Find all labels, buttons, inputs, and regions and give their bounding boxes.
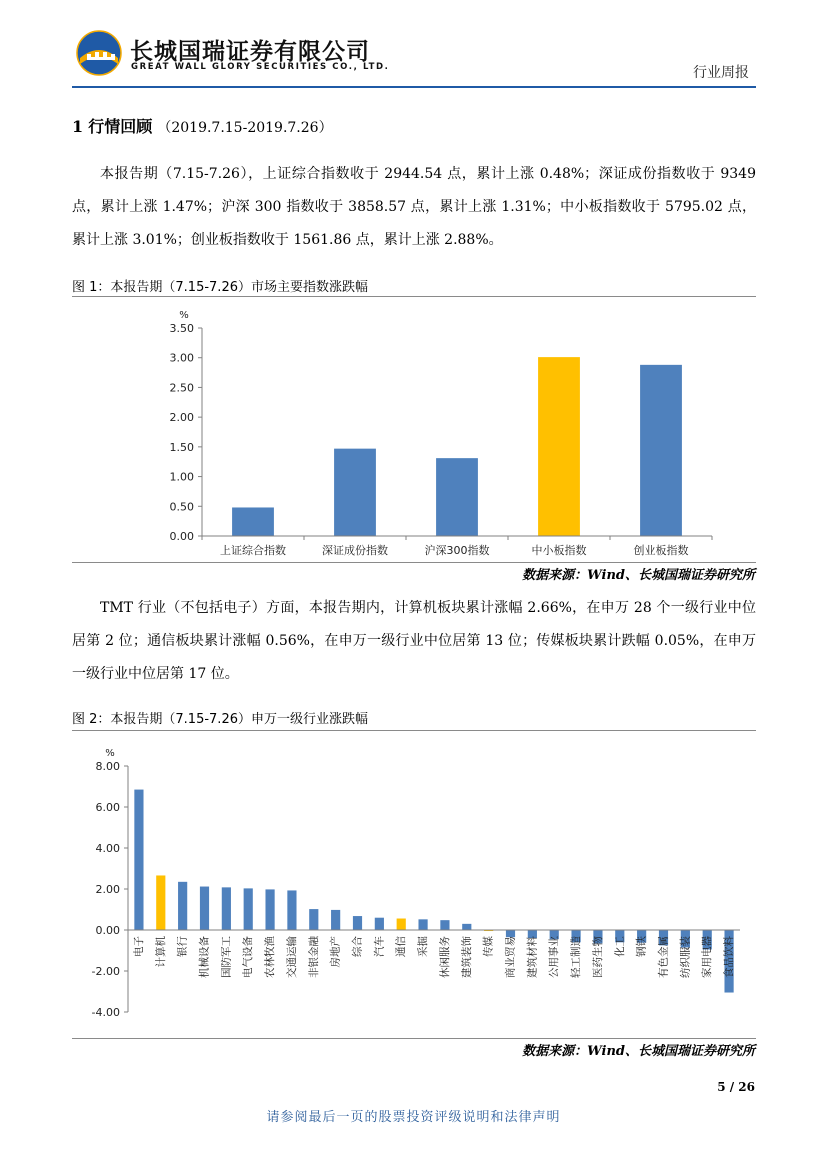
x-category-label: 银行 <box>176 936 189 957</box>
header-divider <box>72 86 756 88</box>
x-category-label: 综合 <box>351 936 364 957</box>
x-category-label: 交通运输 <box>285 936 298 978</box>
bar <box>397 919 406 930</box>
y-axis-unit-label: % <box>105 748 115 759</box>
paragraph-text: TMT 行业（不包括电子）方面，本报告期内，计算机板块累计涨幅 2.66%，在申万 28 个一级行业中位居第 2 位；通信板块累计涨幅 0.56%，在申万一级行业中位居第 13 位；传媒板块累计跌幅 0.05%，在申万一级行业中位居第 17 位。 <box>72 600 756 682</box>
figure-2-bottom-rule <box>72 1038 756 1039</box>
x-category-label: 采掘 <box>417 936 430 957</box>
x-category-label: 休闲服务 <box>438 936 451 978</box>
y-tick-label: 0.50 <box>169 500 194 514</box>
x-category-label: 有色金属 <box>657 936 670 978</box>
y-tick-label: 2.00 <box>95 883 120 896</box>
x-category-label: 传媒 <box>482 936 495 957</box>
x-category-label: 化工 <box>613 936 626 957</box>
x-category-label: 电气设备 <box>242 936 255 978</box>
y-tick-label: 1.00 <box>169 470 194 484</box>
y-tick-label: -4.00 <box>91 1006 120 1019</box>
figure-2-top-rule <box>72 730 756 731</box>
bar <box>375 918 384 930</box>
x-category-label: 建筑材料 <box>526 936 539 978</box>
bar <box>538 357 580 536</box>
x-category-label: 上证综合指数 <box>220 544 286 557</box>
bar <box>640 365 682 536</box>
x-category-label: 深证成份指数 <box>322 544 388 557</box>
x-category-label: 机械设备 <box>198 936 211 978</box>
page-number: 5 / 26 <box>717 1080 755 1094</box>
x-category-label: 国防军工 <box>220 936 233 978</box>
x-category-label: 通信 <box>395 936 408 957</box>
figure-1-title: 图 1：本报告期（7.15-7.26）市场主要指数涨跌幅 <box>72 280 368 295</box>
bar <box>436 458 478 536</box>
y-tick-label: 3.00 <box>169 351 194 365</box>
figure-2-chart <box>72 732 756 1036</box>
y-tick-label: 6.00 <box>95 801 120 814</box>
x-category-label: 农林牧渔 <box>264 936 277 978</box>
x-category-label: 中小板指数 <box>531 544 587 557</box>
figure-1-top-rule <box>72 296 756 297</box>
x-category-label: 电子 <box>132 936 145 957</box>
bar <box>287 890 296 930</box>
x-category-label: 汽车 <box>373 936 386 957</box>
y-tick-label: 3.50 <box>169 322 194 335</box>
paragraph-tmt-summary <box>72 592 756 691</box>
y-tick-label: 2.50 <box>169 381 194 395</box>
x-category-label: 创业板指数 <box>633 544 689 557</box>
x-category-label: 房地产 <box>329 936 342 968</box>
bar <box>265 889 274 930</box>
x-category-label: 沪深300指数 <box>424 544 490 557</box>
paragraph-text: 本报告期（7.15-7.26），上证综合指数收于 2944.54 点，累计上涨 0.48%；深证成份指数收于 9349 点，累计上涨 1.47%；沪深 300 指数收于 3858.57 点，累计上涨 1.31%；中小板指数收于 5795.02 点，累计上涨 3.01%；创业板指数收于 1561.86 点，累计上涨 2.88%。 <box>72 166 756 248</box>
bar <box>134 790 143 930</box>
paragraph-index-summary <box>72 158 756 257</box>
y-tick-label: 0.00 <box>169 530 194 543</box>
x-category-label: 公用事业 <box>548 936 561 978</box>
x-category-label: 商业贸易 <box>504 936 517 978</box>
bar <box>178 882 187 930</box>
bar <box>331 910 340 930</box>
report-type: 行业周报 <box>693 65 749 81</box>
x-category-label: 食品饮料 <box>723 936 736 978</box>
bar <box>222 887 231 930</box>
figure-1-bottom-rule <box>72 562 756 563</box>
bar <box>462 924 471 930</box>
wall-logo-icon <box>76 30 122 76</box>
x-category-label: 计算机 <box>154 936 167 968</box>
x-category-label: 钢铁 <box>635 936 648 957</box>
page-header <box>0 0 827 92</box>
y-tick-label: 2.00 <box>169 411 194 425</box>
figure-1-source: 数据来源：Wind、长城国瑞证券研究所 <box>522 568 755 583</box>
y-tick-label: -2.00 <box>91 965 120 978</box>
bar <box>232 507 274 536</box>
bar <box>334 449 376 536</box>
y-axis-unit-label: % <box>179 310 189 321</box>
y-tick-label: 8.00 <box>95 760 120 773</box>
figure-2-title: 图 2：本报告期（7.15-7.26）申万一级行业涨跌幅 <box>72 712 368 727</box>
bar <box>309 909 318 930</box>
bar <box>244 888 253 930</box>
bar <box>200 887 209 930</box>
x-category-label: 纺织服装 <box>679 936 692 978</box>
x-category-label: 建筑装饰 <box>460 936 473 978</box>
company-name-en: GREAT WALL GLORY SECURITIES CO., LTD. <box>131 62 390 72</box>
y-tick-label: 0.00 <box>95 924 120 937</box>
bar <box>440 920 449 930</box>
bar <box>353 916 362 930</box>
y-tick-label: 1.50 <box>169 440 194 454</box>
x-category-label: 轻工制造 <box>570 936 583 978</box>
x-category-label: 家用电器 <box>701 936 714 978</box>
figure-1-chart <box>72 298 756 562</box>
section-date-range: （2019.7.15-2019.7.26） <box>157 120 333 136</box>
figure-2-source: 数据来源：Wind、长城国瑞证券研究所 <box>522 1044 755 1059</box>
y-tick-label: 4.00 <box>95 842 120 855</box>
bar <box>418 919 427 930</box>
company-name-cn: 长城国瑞证券有限公司 <box>130 39 370 65</box>
bar <box>156 875 165 930</box>
section-number: 1 <box>72 117 84 136</box>
x-category-label: 非银金融 <box>307 936 320 978</box>
footer-disclaimer: 请参阅最后一页的股票投资评级说明和法律声明 <box>266 1110 561 1125</box>
section-heading: 行情回顾 <box>88 117 153 136</box>
section-title <box>72 114 333 137</box>
x-category-label: 医药生物 <box>591 936 604 978</box>
